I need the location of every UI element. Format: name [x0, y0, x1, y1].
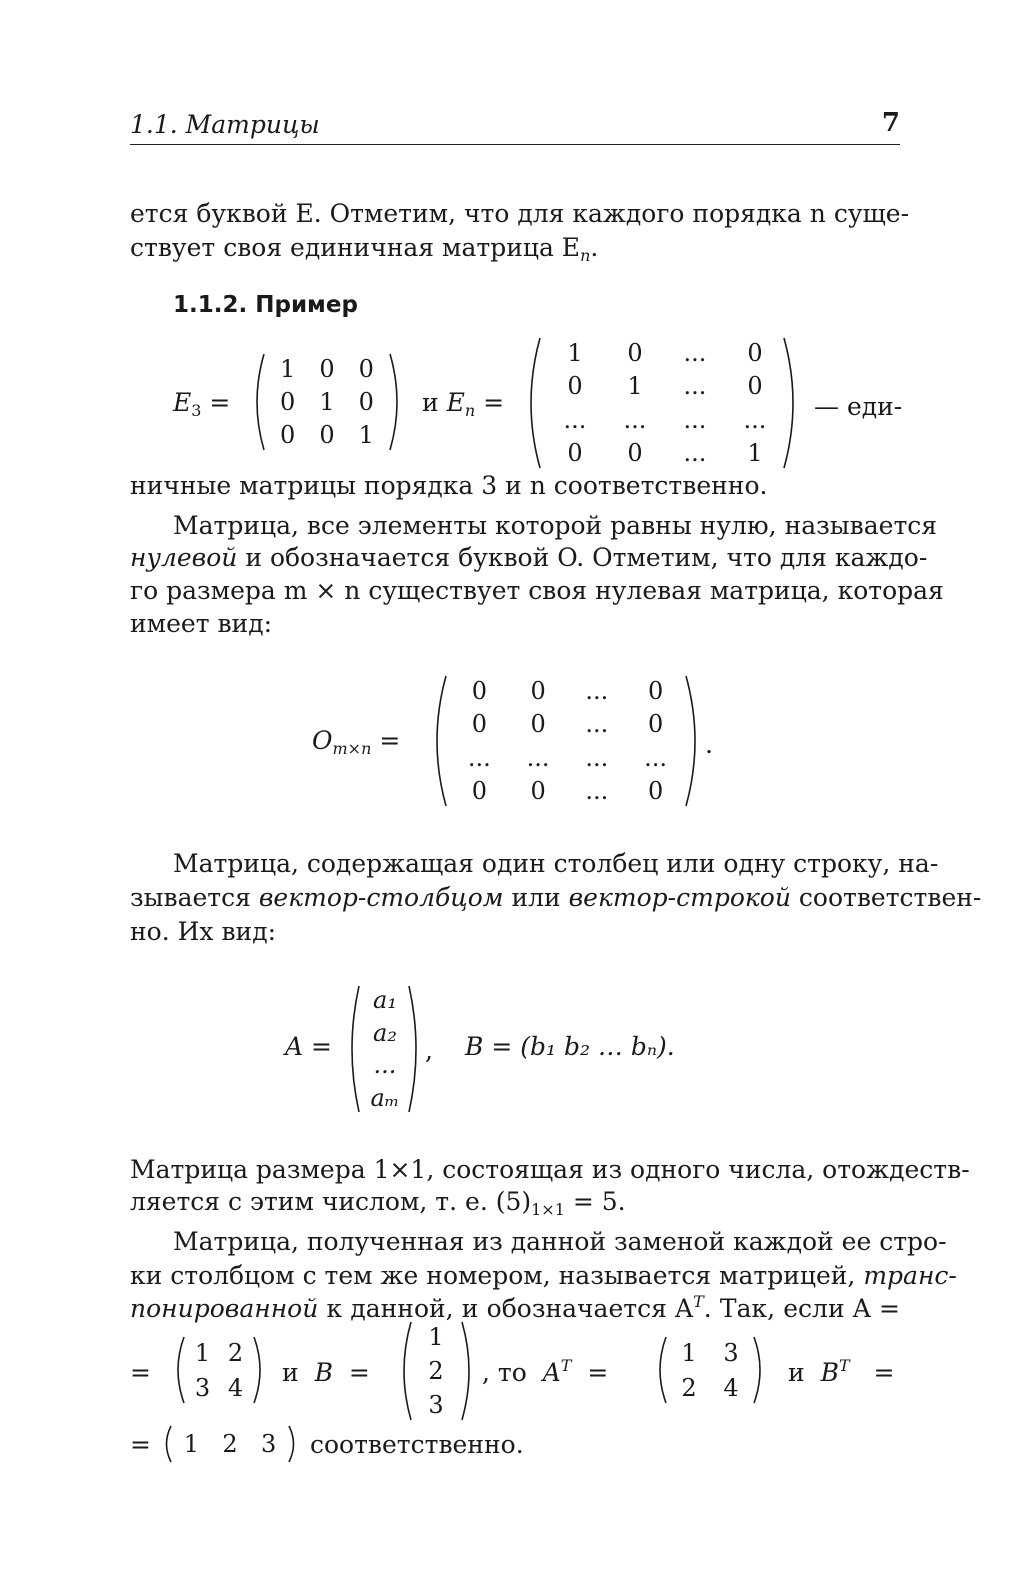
column-vector	[360, 984, 410, 1114]
right-paren	[286, 1424, 300, 1464]
en-label: и $E_n$ =	[422, 388, 505, 420]
matrix-cell: ...	[683, 439, 707, 468]
matrix-cell: ...	[585, 777, 609, 806]
paragraph-line: нулевой и обозначается буквой O. Отметим, что для каждо-	[130, 543, 928, 572]
matrix-cell: 0	[471, 710, 488, 739]
ex-tail: — еди-	[814, 392, 903, 421]
t-end: соответственно.	[310, 1430, 524, 1459]
zero-matrix	[450, 674, 685, 808]
matrix-cell: 0	[280, 421, 296, 450]
matrix-cell: 3	[723, 1338, 739, 1367]
paragraph-line: понированной к данной, и обозначается $A^T$. Так, если A =	[130, 1292, 900, 1323]
matrix-cell: 0	[530, 710, 546, 739]
paragraph-line: ствует своя единичная матрица $E_n$.	[130, 233, 599, 265]
paragraph-line: Матрица, все элементы которой равны нулю, называется	[173, 511, 938, 540]
paragraph-line: Матрица размера 1×1, состоящая из одного числа, отождеств-	[130, 1155, 970, 1184]
matrix-cell: 3	[194, 1373, 211, 1402]
right-paren	[780, 336, 804, 470]
paragraph-line: ничные матрицы порядка 3 и n соответственно.	[130, 471, 768, 500]
right-paren	[405, 984, 425, 1114]
matrix-cell: ...	[644, 743, 668, 772]
matrix-cell: 2	[681, 1373, 697, 1402]
matrix-cell: 0	[319, 421, 335, 450]
matrix-cell: 4	[227, 1373, 244, 1402]
t-and: и B =	[282, 1358, 370, 1387]
matrix-cell: 1	[319, 388, 335, 416]
matrix-cell: aₘ	[370, 1083, 400, 1112]
matrix-a-transposed	[668, 1335, 752, 1405]
row-vector: B = (b₁ b₂ … bₙ).	[465, 1032, 675, 1061]
left-paren	[520, 336, 544, 470]
section-heading: 1.1.2. Пример	[173, 292, 358, 318]
matrix-cell: 0	[530, 676, 546, 705]
vec-a-label: A =	[285, 1032, 332, 1061]
matrix-cell: ...	[623, 405, 647, 434]
paragraph-line: но. Их вид:	[130, 917, 277, 946]
matrix-cell: 0	[471, 777, 488, 806]
matrix-cell: ...	[526, 743, 550, 772]
matrix-cell: ...	[683, 338, 707, 367]
matrix-cell: 2	[222, 1430, 238, 1458]
e3-label: $E_3$ =	[173, 388, 231, 420]
zero-matrix-label: $O_{m\times n}$ =	[312, 726, 401, 758]
running-head	[130, 108, 900, 145]
matrix-cell: 1	[567, 338, 583, 367]
paragraph-line: ки столбцом с тем же номером, называется матрицей, транс-	[130, 1261, 957, 1290]
right-paren	[458, 1320, 478, 1422]
matrix-cell: 2	[428, 1357, 444, 1385]
right-paren	[386, 352, 406, 452]
matrix-cell: 4	[723, 1373, 739, 1402]
paragraph-line: го размера m × n существует своя нулевая матрица, которая	[130, 576, 944, 605]
matrix-cell: 1	[183, 1430, 199, 1458]
matrix-cell: 0	[530, 777, 546, 806]
matrix-cell: 0	[647, 710, 664, 739]
t-and-2: и $B^T$ =	[788, 1356, 895, 1387]
t-then: , то $A^T$ =	[482, 1356, 609, 1387]
matrix-cell: ...	[467, 743, 491, 772]
section-title: 1.1. Матрицы	[130, 110, 320, 139]
matrix-cell: 1	[681, 1338, 697, 1367]
matrix-cell: 0	[647, 676, 664, 705]
identity-matrix-n	[545, 336, 785, 470]
matrix-cell: ...	[743, 405, 767, 434]
matrix-cell: 1	[428, 1323, 444, 1351]
matrix-cell: ...	[585, 743, 609, 772]
matrix-cell: ...	[585, 710, 609, 739]
matrix-cell: ...	[373, 1051, 397, 1080]
matrix-cell: 0	[647, 777, 664, 806]
paragraph-line: Матрица, полученная из данной заменой каждой ее стро-	[173, 1227, 947, 1256]
matrix-cell: ...	[585, 676, 609, 705]
identity-matrix-3	[268, 352, 386, 452]
matrix-cell: 0	[627, 439, 643, 468]
matrix-cell: a₁	[373, 986, 397, 1015]
equals: =	[130, 1430, 151, 1459]
matrix-b	[412, 1320, 460, 1422]
matrix-cell: 0	[319, 354, 335, 383]
right-paren	[682, 674, 706, 808]
period: .	[705, 730, 713, 759]
paragraph-line: ется буквой E. Отметим, что для каждого порядка n суще-	[130, 199, 910, 228]
matrix-cell: 1	[194, 1338, 211, 1367]
matrix-cell: 0	[747, 338, 763, 367]
matrix-cell: ...	[683, 405, 707, 434]
matrix-cell: ...	[683, 372, 707, 401]
matrix-cell: 0	[358, 354, 374, 383]
matrix-cell: 3	[261, 1430, 277, 1458]
page-number: 7	[881, 108, 900, 138]
matrix-cell: 1	[358, 421, 374, 450]
matrix-cell: 0	[567, 372, 583, 401]
paragraph-line: имеет вид:	[130, 609, 273, 638]
comma: ,	[425, 1036, 433, 1065]
matrix-cell: 0	[567, 439, 583, 468]
left-paren	[248, 352, 268, 452]
matrix-cell: 0	[358, 388, 374, 416]
matrix-cell: 0	[627, 338, 643, 367]
matrix-cell: 0	[280, 388, 296, 416]
left-paren	[426, 674, 450, 808]
matrix-cell: 3	[428, 1391, 444, 1419]
matrix-cell: 1	[747, 439, 763, 468]
right-paren	[250, 1335, 268, 1405]
matrix-cell: 0	[747, 372, 763, 401]
matrix-cell: 0	[471, 676, 488, 705]
paragraph-line: зывается вектор-столбцом или вектор-строкой соответствен-	[130, 883, 982, 912]
matrix-cell: 2	[227, 1338, 244, 1367]
right-paren	[750, 1335, 768, 1405]
matrix-cell: ...	[563, 405, 587, 434]
matrix-cell: 1	[280, 354, 296, 383]
matrix-b-transposed	[172, 1424, 288, 1464]
matrix-a	[186, 1335, 252, 1405]
paragraph-line: ляется с этим числом, т. е. $(5)_{1\times 1} = 5$.	[130, 1187, 626, 1219]
matrix-cell: 1	[627, 372, 643, 401]
equals: =	[130, 1358, 151, 1387]
matrix-cell: a₂	[373, 1018, 397, 1047]
paragraph-line: Матрица, содержащая один столбец или одну строку, на-	[173, 849, 939, 878]
